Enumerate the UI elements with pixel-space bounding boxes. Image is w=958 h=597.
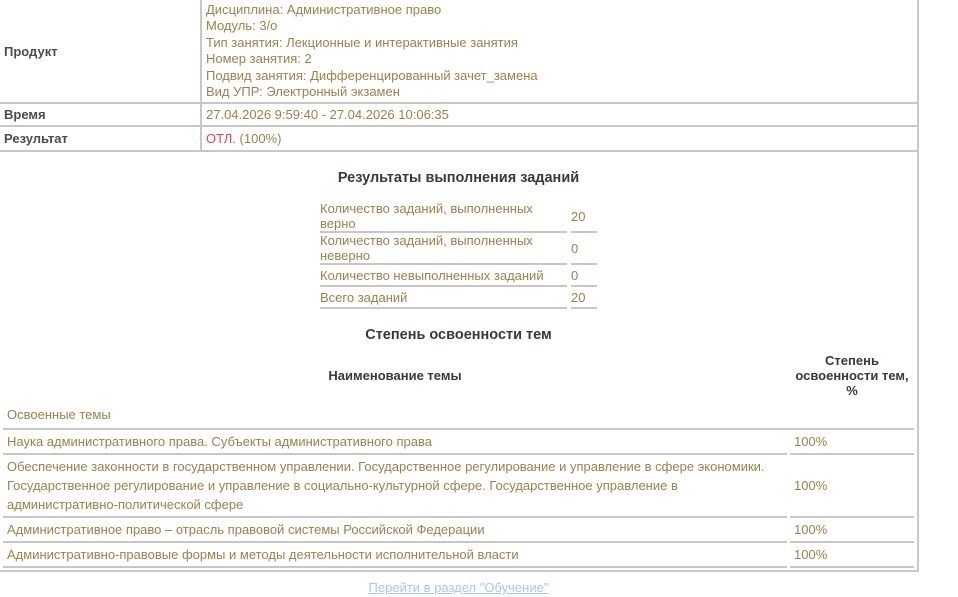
degree-column-header: Степень освоенности тем, % [795,353,909,399]
time-row-label: Время [0,103,201,126]
topic-column-header: Наименование темы [328,368,462,384]
grade-percent: (100%) [235,131,282,147]
topic-name: Наука административного права. Субъекты административного права [3,430,787,455]
exam-info-table [0,0,917,152]
product-lesson-type: Тип занятия: Лекционные и интерактивные занятия [206,34,518,50]
results-section-title: Результаты выполнения заданий [337,170,580,187]
result-stat-value: 0 [571,233,597,265]
result-stat-label: Количество невыполненных заданий [320,265,567,287]
topic-degree: 100% [790,430,914,455]
topics-section-title: Степень освоенности тем [365,327,552,344]
topic-degree: 100% [790,518,914,543]
table-row [3,543,914,568]
result-stat-label: Количество заданий, выполненных верно [320,201,567,233]
table-row [3,430,914,455]
result-value [201,126,917,151]
table-row [0,0,917,103]
table-header-row [3,351,914,400]
result-stat-label: Всего заданий [320,287,567,309]
topic-name: Административно-правовые формы и методы деятельности исполнительной власти [3,543,787,568]
footer [0,579,917,597]
result-stat-label: Количество заданий, выполненных неверно [320,233,567,265]
result-stat-value: 20 [571,201,597,233]
product-lesson-number: Номер занятия: 2 [206,51,312,67]
topic-degree: 100% [790,455,914,518]
topics-table [0,351,917,568]
result-row-label: Результат [0,126,201,151]
topics-table-wrap [0,351,917,572]
topic-name: Обеспечение законности в государственном управлении. Государственное регулирование и управление в сфере экономики. Государственное регулирование и управление в социально-культурной сфере. Государственное управление в административно-политической сфере [3,455,787,518]
table-row [3,518,914,543]
table-row [0,103,917,126]
grade-badge: ОТЛ. [206,131,236,147]
product-details [201,0,917,103]
table-row [320,287,597,309]
task-results-table [316,201,601,309]
product-lesson-subtype: Подвид занятия: Дифференцированный зачет_замена [206,67,538,83]
product-module: Модуль: 3/о [206,18,278,34]
time-value: 27.04.2026 9:59:40 - 27.04.2026 10:06:35 [201,103,917,126]
result-stat-value: 0 [571,265,597,287]
mastered-topics-group-label: Освоенные темы [3,400,914,430]
table-row [320,265,597,287]
table-row [3,455,914,518]
product-upr-type: Вид УПР: Электронный экзамен [206,84,400,100]
table-row [0,126,917,151]
table-group-row [3,400,914,430]
topic-name: Административное право – отрасль правовой системы Российской Федерации [3,518,787,543]
product-row-label: Продукт [0,0,201,103]
topic-degree: 100% [790,543,914,568]
table-row [320,233,597,265]
product-discipline: Дисциплина: Административное право [206,2,442,17]
table-row [320,201,597,233]
result-stat-value: 20 [571,287,597,309]
go-to-training-link[interactable]: Перейти в раздел "Обучение" [368,580,549,596]
